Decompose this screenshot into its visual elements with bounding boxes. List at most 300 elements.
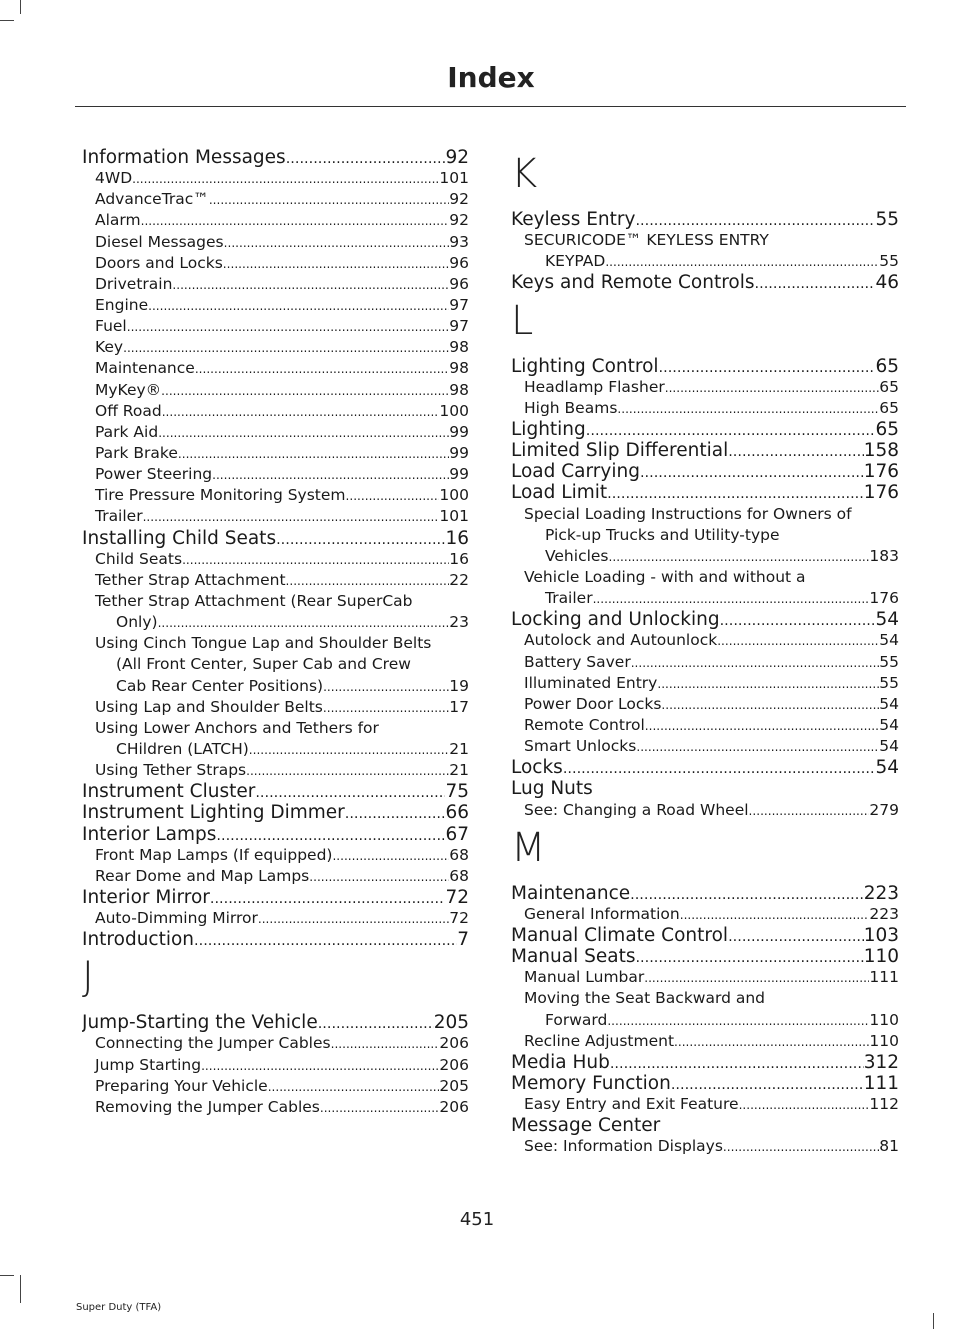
entry-page-number: 112 <box>869 1095 899 1114</box>
index-entry[interactable] <box>511 461 899 482</box>
entry-page-number: 75 <box>445 781 469 803</box>
dot-leader <box>635 948 863 967</box>
index-subentry[interactable] <box>82 570 469 591</box>
entry-label: Child Seats <box>95 549 183 568</box>
entry-page-number: 110 <box>869 1010 899 1029</box>
index-entry[interactable] <box>511 609 899 630</box>
entry-page-number: 54 <box>879 631 899 650</box>
index-entry[interactable] <box>511 1052 899 1073</box>
dot-leader <box>309 867 449 887</box>
entry-label: Manual Seats <box>511 946 636 968</box>
entry-label: Lighting Control <box>511 355 659 377</box>
entry-label: Installing Child Seats <box>82 527 277 549</box>
entry-page-number: 183 <box>869 546 899 565</box>
entry-label: Trailer <box>545 589 593 608</box>
dot-leader <box>630 885 864 904</box>
entry-label: Keys and Remote Controls <box>511 272 755 294</box>
index-subentry[interactable] <box>82 210 469 231</box>
entry-label: Power Door Locks <box>524 694 662 713</box>
entry-page-number: 65 <box>875 418 899 440</box>
entry-page-number: 55 <box>875 209 899 230</box>
entry-page-number: 66 <box>445 802 469 824</box>
index-subentry[interactable] <box>82 337 469 358</box>
index-subentry[interactable] <box>511 398 899 419</box>
dot-leader <box>318 1014 434 1033</box>
entry-page-number: 205 <box>439 1076 469 1095</box>
dot-leader <box>631 653 880 673</box>
dot-leader <box>607 1011 869 1031</box>
index-subentry[interactable] <box>511 546 899 567</box>
section-letter: J <box>82 954 94 1001</box>
dot-leader <box>659 358 876 377</box>
index-entry[interactable] <box>511 440 899 461</box>
entry-page-number: 206 <box>439 1034 469 1053</box>
entry-page-number: 67 <box>445 823 469 845</box>
dot-leader <box>127 317 450 337</box>
dot-leader <box>346 486 440 506</box>
dot-leader <box>665 378 880 398</box>
dot-leader <box>158 613 450 633</box>
index-entry[interactable] <box>82 147 469 168</box>
footer-edition: Super Duty (TFA) <box>76 1302 162 1313</box>
entry-label: Lighting <box>511 418 586 440</box>
entry-page-number: 65 <box>879 398 899 417</box>
page-title: Index <box>447 61 535 94</box>
index-subentry[interactable] <box>511 1094 899 1115</box>
index-subentry[interactable] <box>82 464 469 485</box>
section-letter: L <box>511 297 534 344</box>
crop-mark <box>933 1313 934 1329</box>
index-subentry[interactable] <box>511 694 899 715</box>
entry-label: Locking and Unlocking <box>511 609 720 631</box>
dot-leader <box>331 1034 440 1054</box>
entry-page-number: 65 <box>875 355 899 377</box>
index-subentry[interactable] <box>511 715 899 736</box>
entry-label: General Information <box>524 904 680 923</box>
entry-label: Smart Unlocks <box>524 737 637 756</box>
index-subentry[interactable] <box>82 908 469 929</box>
index-subentry[interactable] <box>511 230 899 251</box>
entry-label: AdvanceTrac™ <box>95 190 209 209</box>
dot-leader <box>286 571 450 591</box>
index-entry[interactable] <box>511 925 899 946</box>
dot-leader <box>728 927 864 946</box>
dot-leader <box>645 716 880 736</box>
entry-page-number: 23 <box>449 613 469 632</box>
dot-leader <box>617 399 879 419</box>
entry-page-number: 54 <box>875 609 899 631</box>
entry-label: Interior Mirror <box>82 886 210 908</box>
dot-leader <box>246 761 449 781</box>
entry-label: Vehicle Loading - with and without a <box>524 567 806 586</box>
entry-label: Autolock and Autounlock <box>524 631 718 650</box>
crop-mark <box>20 0 21 14</box>
index-subentry[interactable] <box>82 1033 469 1054</box>
entry-page-number: 22 <box>449 570 469 589</box>
entry-label: Front Map Lamps (If equipped) <box>95 845 333 864</box>
entry-label: Rear Dome and Map Lamps <box>95 866 310 885</box>
dot-leader <box>749 801 870 821</box>
entry-label: Maintenance <box>511 882 631 904</box>
entry-label: Vehicles <box>545 546 609 565</box>
index-subentry[interactable] <box>82 654 469 675</box>
dot-leader <box>674 1032 869 1052</box>
dot-leader <box>209 190 449 210</box>
entry-page-number: 206 <box>439 1097 469 1116</box>
entry-label: Using Tether Straps <box>95 761 247 780</box>
index-subentry[interactable] <box>82 845 469 866</box>
entry-page-number: 99 <box>449 422 469 441</box>
index-subentry[interactable] <box>82 718 469 739</box>
crop-mark <box>0 20 14 21</box>
title-divider <box>75 106 906 107</box>
entry-label: Only) <box>116 613 158 632</box>
index-subentry[interactable] <box>82 676 469 697</box>
index-subentry[interactable] <box>511 251 899 272</box>
index-subentry[interactable] <box>82 189 469 210</box>
entry-page-number: 72 <box>449 909 469 928</box>
index-subentry[interactable] <box>511 1010 899 1031</box>
index-entry[interactable] <box>82 887 469 908</box>
index-subentry[interactable] <box>511 1136 899 1157</box>
dot-leader <box>610 1054 864 1073</box>
entry-page-number: 46 <box>875 272 899 294</box>
dot-leader <box>268 1077 440 1097</box>
index-subentry[interactable] <box>82 274 469 295</box>
entry-page-number: 97 <box>449 295 469 314</box>
entry-label: See: Information Displays <box>524 1137 723 1156</box>
index-subentry[interactable] <box>511 1031 899 1052</box>
index-subentry[interactable] <box>511 567 899 588</box>
index-subentry[interactable] <box>511 800 899 821</box>
dot-leader <box>636 737 879 757</box>
index-entry[interactable] <box>511 272 899 293</box>
index-subentry[interactable] <box>82 485 469 506</box>
entry-label: Headlamp Flasher <box>524 377 665 396</box>
entry-page-number: 81 <box>879 1137 899 1156</box>
entry-label: Cab Rear Center Positions) <box>116 676 324 695</box>
entry-page-number: 54 <box>875 757 899 779</box>
dot-leader <box>132 169 439 189</box>
crop-mark <box>20 1275 21 1303</box>
entry-page-number: 93 <box>449 232 469 251</box>
entry-page-number: 111 <box>863 1072 899 1094</box>
dot-leader <box>216 826 445 845</box>
dot-leader <box>563 759 876 778</box>
index-subentry[interactable] <box>511 652 899 673</box>
entry-label: Park Aid <box>95 422 159 441</box>
entry-label: Special Loading Instructions for Owners of <box>524 504 852 523</box>
entry-page-number: 158 <box>863 440 899 462</box>
entry-label: Interior Lamps <box>82 823 217 845</box>
entry-page-number: 17 <box>449 697 469 716</box>
index-entry[interactable] <box>511 419 899 440</box>
entry-label: Park Brake <box>95 443 178 462</box>
index-entry[interactable] <box>511 883 899 904</box>
dot-leader <box>162 402 440 422</box>
index-subentry[interactable] <box>82 760 469 781</box>
index-subentry[interactable] <box>82 1076 469 1097</box>
entry-page-number: 99 <box>449 443 469 462</box>
index-entry[interactable] <box>511 482 899 503</box>
section-letter: M <box>511 824 546 871</box>
index-subentry[interactable] <box>82 253 469 274</box>
index-subentry[interactable] <box>82 358 469 379</box>
index-subentry[interactable] <box>82 739 469 760</box>
entry-page-number: 92 <box>449 190 469 209</box>
index-subentry[interactable] <box>511 673 899 694</box>
entry-label: 4WD <box>95 169 133 188</box>
index-entry[interactable] <box>82 1012 469 1033</box>
index-subentry[interactable] <box>82 549 469 570</box>
entry-page-number: 100 <box>439 401 469 420</box>
entry-page-number: 97 <box>449 317 469 336</box>
index-entry[interactable] <box>511 778 899 799</box>
entry-label: Moving the Seat Backward and <box>524 989 765 1008</box>
dot-leader <box>657 674 879 694</box>
entry-page-number: 54 <box>879 694 899 713</box>
dot-leader <box>671 1075 864 1094</box>
entry-page-number: 223 <box>863 882 899 904</box>
entry-page-number: 110 <box>869 1031 899 1050</box>
index-entry[interactable] <box>82 802 469 823</box>
entry-label: Manual Climate Control <box>511 924 729 946</box>
entry-label: (All Front Center, Super Cab and Crew <box>116 655 411 674</box>
index-subentry[interactable] <box>511 504 899 525</box>
index-subentry[interactable] <box>511 588 899 609</box>
entry-page-number: 7 <box>457 929 469 951</box>
entry-page-number: 96 <box>449 274 469 293</box>
entry-page-number: 312 <box>863 1051 899 1073</box>
entry-label: Fuel <box>95 317 127 336</box>
entry-label: Doors and Locks <box>95 253 223 272</box>
dot-leader <box>161 381 449 401</box>
entry-page-number: 98 <box>449 380 469 399</box>
entry-label: High Beams <box>524 398 618 417</box>
entry-label: Media Hub <box>511 1051 610 1073</box>
dot-leader <box>201 1056 439 1076</box>
entry-page-number: 176 <box>869 589 899 608</box>
index-entry[interactable] <box>511 356 899 377</box>
entry-page-number: 55 <box>879 673 899 692</box>
entry-label: Load Limit <box>511 482 608 504</box>
entry-page-number: 65 <box>879 377 899 396</box>
index-subentry[interactable] <box>82 380 469 401</box>
entry-label: Jump-Starting the Vehicle <box>82 1012 318 1034</box>
index-subentry[interactable] <box>82 232 469 253</box>
index-subentry[interactable] <box>82 422 469 443</box>
entry-label: Forward <box>545 1010 608 1029</box>
index-column-right <box>511 147 899 1157</box>
page-number: 451 <box>459 1209 495 1230</box>
entry-page-number: 19 <box>449 676 469 695</box>
entry-label: Information Messages <box>82 147 286 168</box>
index-entry[interactable] <box>82 781 469 802</box>
entry-label: Preparing Your Vehicle <box>95 1076 268 1095</box>
index-subentry[interactable] <box>82 633 469 654</box>
entry-page-number: 111 <box>869 968 899 987</box>
index-subentry[interactable] <box>511 630 899 651</box>
entry-page-number: 103 <box>863 924 899 946</box>
index-entry[interactable] <box>511 209 899 230</box>
entry-label: CHildren (LATCH) <box>116 739 249 758</box>
index-subentry[interactable] <box>511 967 899 988</box>
entry-page-number: 16 <box>449 549 469 568</box>
dot-leader <box>332 846 449 866</box>
entry-page-number: 21 <box>449 761 469 780</box>
index-subentry[interactable] <box>82 295 469 316</box>
dot-leader <box>195 359 449 379</box>
section-letter: K <box>511 151 538 197</box>
entry-page-number: 54 <box>879 737 899 756</box>
dot-leader <box>635 211 875 230</box>
entry-page-number: 206 <box>439 1055 469 1074</box>
entry-label: Jump Starting <box>95 1055 202 1074</box>
dot-leader <box>123 338 449 358</box>
index-entry[interactable] <box>82 528 469 549</box>
index-subentry[interactable] <box>511 904 899 925</box>
entry-label: Load Carrying <box>511 461 640 483</box>
dot-leader <box>723 1137 879 1157</box>
entry-label: Using Lap and Shoulder Belts <box>95 697 323 716</box>
entry-label: Tether Strap Attachment (Rear SuperCab <box>95 591 413 610</box>
dot-leader <box>276 530 445 549</box>
index-subentry[interactable] <box>82 316 469 337</box>
index-entry[interactable] <box>82 824 469 845</box>
dot-leader <box>194 931 457 950</box>
index-subentry[interactable] <box>511 377 899 398</box>
dot-leader <box>286 149 446 168</box>
entry-label: Using Lower Anchors and Tethers for <box>95 718 379 737</box>
entry-label: Tire Pressure Monitoring System <box>95 486 346 505</box>
index-subentry[interactable] <box>511 525 899 546</box>
index-subentry[interactable] <box>82 866 469 887</box>
entry-label: KEYPAD <box>545 252 606 271</box>
index-subentry[interactable] <box>82 506 469 527</box>
dot-leader <box>223 254 449 274</box>
index-subentry[interactable] <box>82 1097 469 1118</box>
entry-label: Maintenance <box>95 359 195 378</box>
index-subentry[interactable] <box>82 168 469 189</box>
index-entry[interactable] <box>511 757 899 778</box>
index-entry[interactable] <box>511 1115 899 1136</box>
index-subentry[interactable] <box>511 988 899 1009</box>
entry-label: Using Cinch Tongue Lap and Shoulder Belts <box>95 634 432 653</box>
entry-label: Instrument Lighting Dimmer <box>82 802 345 824</box>
dot-leader <box>178 444 449 464</box>
dot-leader <box>249 740 449 760</box>
entry-page-number: 101 <box>439 169 469 188</box>
dot-leader <box>680 905 870 925</box>
dot-leader <box>320 1098 440 1118</box>
dot-leader <box>661 695 879 715</box>
entry-label: Auto-Dimming Mirror <box>95 909 258 928</box>
dot-leader <box>755 274 876 293</box>
entry-page-number: 55 <box>879 652 899 671</box>
entry-page-number: 100 <box>439 486 469 505</box>
entry-label: Manual Lumbar <box>524 968 645 987</box>
entry-page-number: 205 <box>433 1012 469 1034</box>
dot-leader <box>644 968 869 988</box>
index-entry[interactable] <box>82 929 469 950</box>
entry-page-number: 110 <box>863 946 899 968</box>
entry-page-number: 72 <box>445 886 469 908</box>
crop-mark <box>0 1275 14 1276</box>
entry-page-number: 101 <box>439 507 469 526</box>
entry-label: Diesel Messages <box>95 232 224 251</box>
entry-label: Drivetrain <box>95 274 173 293</box>
entry-page-number: 176 <box>863 461 899 483</box>
index-subentry[interactable] <box>511 736 899 757</box>
entry-page-number: 55 <box>879 252 899 271</box>
entry-label: Lug Nuts <box>511 778 593 800</box>
entry-label: Recline Adjustment <box>524 1031 675 1050</box>
entry-label: Remote Control <box>524 715 645 734</box>
entry-page-number: 54 <box>879 715 899 734</box>
entry-label: Easy Entry and Exit Feature <box>524 1095 739 1114</box>
dot-leader <box>210 889 446 908</box>
index-subentry[interactable] <box>82 612 469 633</box>
index-subentry[interactable] <box>82 591 469 612</box>
entry-page-number: 98 <box>449 338 469 357</box>
entry-page-number: 92 <box>449 211 469 230</box>
dot-leader <box>609 547 870 567</box>
entry-label: Trailer <box>95 507 143 526</box>
entry-label: SECURICODE™ KEYLESS ENTRY <box>524 231 769 250</box>
dot-leader <box>143 507 440 527</box>
entry-page-number: 279 <box>869 800 899 819</box>
index-subentry[interactable] <box>82 697 469 718</box>
dot-leader <box>593 589 870 609</box>
dot-leader <box>141 211 450 231</box>
entry-page-number: 16 <box>445 527 469 549</box>
entry-label: Message Center <box>511 1115 661 1137</box>
entry-label: Key <box>95 338 124 357</box>
dot-leader <box>172 275 449 295</box>
index-entry[interactable] <box>511 1073 899 1094</box>
entry-label: Engine <box>95 295 149 314</box>
entry-label: Power Steering <box>95 465 213 484</box>
entry-label: Memory Function <box>511 1072 671 1094</box>
entry-label: Connecting the Jumper Cables <box>95 1034 331 1053</box>
index-subentry[interactable] <box>82 443 469 464</box>
dot-leader <box>605 252 879 272</box>
entry-page-number: 96 <box>449 253 469 272</box>
entry-label: Tether Strap Attachment <box>95 570 286 589</box>
entry-page-number: 21 <box>449 739 469 758</box>
dot-leader <box>158 423 449 443</box>
dot-leader <box>640 463 864 482</box>
dot-leader <box>345 804 446 823</box>
dot-leader <box>586 421 876 440</box>
entry-label: Keyless Entry <box>511 209 636 230</box>
dot-leader <box>323 698 449 718</box>
dot-leader <box>728 442 863 461</box>
entry-label: MyKey® <box>95 380 162 399</box>
dot-leader <box>255 783 445 802</box>
dot-leader <box>182 550 449 570</box>
entry-label: Illuminated Entry <box>524 673 658 692</box>
entry-page-number: 176 <box>863 482 899 504</box>
dot-leader <box>717 631 879 651</box>
dot-leader <box>720 611 876 630</box>
entry-label: Pick-up Trucks and Utility-type <box>545 525 780 544</box>
index-subentry[interactable] <box>82 401 469 422</box>
dot-leader <box>739 1095 870 1115</box>
index-entry[interactable] <box>511 946 899 967</box>
index-subentry[interactable] <box>82 1055 469 1076</box>
dot-leader <box>607 484 864 503</box>
